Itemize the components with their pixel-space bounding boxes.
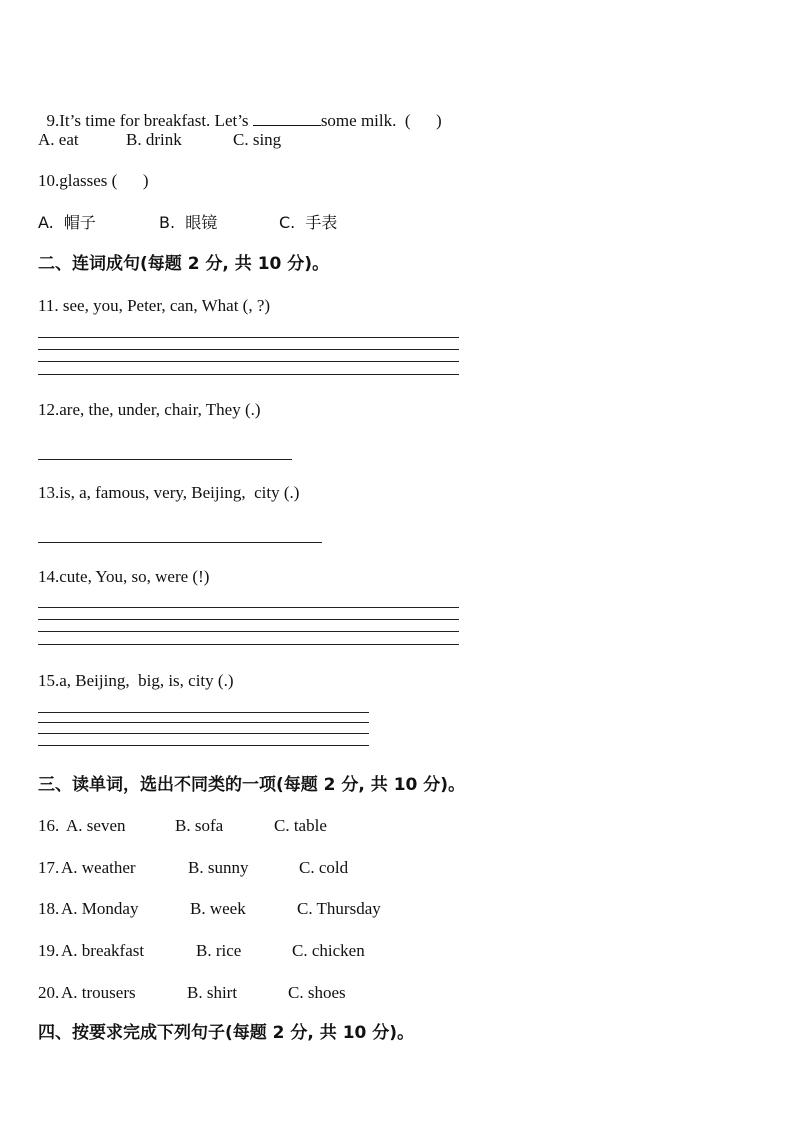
option-c: C. 手表: [279, 213, 338, 232]
option-a: A. eat: [38, 130, 79, 149]
option-a: A. Monday: [61, 899, 139, 918]
answer-blank[interactable]: [253, 109, 321, 126]
option-a: A. weather: [61, 858, 136, 877]
option-c: C. cold: [299, 858, 349, 877]
answer-line: [38, 361, 459, 362]
question-14: 14.cute, You, so, were (!): [38, 567, 210, 586]
option-c: C. Thursday: [297, 899, 381, 918]
option-b: B. week: [190, 899, 246, 918]
option-a: A. breakfast: [61, 941, 145, 960]
answer-line: [38, 619, 459, 620]
question-20-number: 20.: [38, 983, 60, 1002]
answer-line: [38, 712, 369, 713]
question-16-number: 16.: [38, 816, 60, 835]
option-a: A. trousers: [61, 983, 136, 1002]
answer-line: [38, 644, 459, 645]
option-b: B. drink: [126, 130, 182, 149]
question-13: 13.is, a, famous, very, Beijing, city (.): [38, 483, 300, 502]
answer-line: [38, 459, 292, 460]
option-c: C. sing: [233, 130, 282, 149]
answer-line: [38, 745, 369, 746]
option-a: A. seven: [66, 816, 126, 835]
option-b: B. shirt: [187, 983, 238, 1002]
option-a: A. 帽子: [38, 213, 96, 232]
question-18-number: 18.: [38, 899, 60, 918]
question-10: 10.glasses ( ): [38, 171, 149, 190]
answer-line: [38, 733, 369, 734]
question-11: 11. see, you, Peter, can, What (, ?): [38, 296, 271, 315]
answer-line: [38, 607, 459, 608]
question-15: 15.a, Beijing, big, is, city (.): [38, 671, 234, 690]
option-c: C. chicken: [292, 941, 365, 960]
section-4-title: 四、按要求完成下列句子(每题 2 分, 共 10 分)。: [38, 1023, 415, 1043]
answer-line: [38, 349, 459, 350]
question-9: [38, 87, 442, 132]
section-3-title: 三、读单词，选出不同类的一项(每题 2 分, 共 10 分)。: [38, 775, 466, 795]
question-19-number: 19.: [38, 941, 60, 960]
answer-line: [38, 631, 459, 632]
option-c: C. shoes: [288, 983, 346, 1002]
question-9-suffix: some milk. ( ): [320, 111, 442, 130]
option-b: B. sunny: [188, 858, 249, 877]
option-b: B. 眼镜: [159, 213, 218, 232]
option-b: B. sofa: [175, 816, 224, 835]
answer-line: [38, 337, 459, 338]
section-2-title: 二、连词成句(每题 2 分, 共 10 分)。: [38, 254, 330, 274]
answer-line: [38, 374, 459, 375]
answer-line: [38, 542, 322, 543]
question-9-prefix: 9.It’s time for breakfast. Let’s: [46, 111, 253, 130]
question-17-number: 17.: [38, 858, 60, 877]
option-c: C. table: [274, 816, 327, 835]
answer-line: [38, 722, 369, 723]
question-12: 12.are, the, under, chair, They (.): [38, 400, 261, 419]
option-b: B. rice: [196, 941, 242, 960]
